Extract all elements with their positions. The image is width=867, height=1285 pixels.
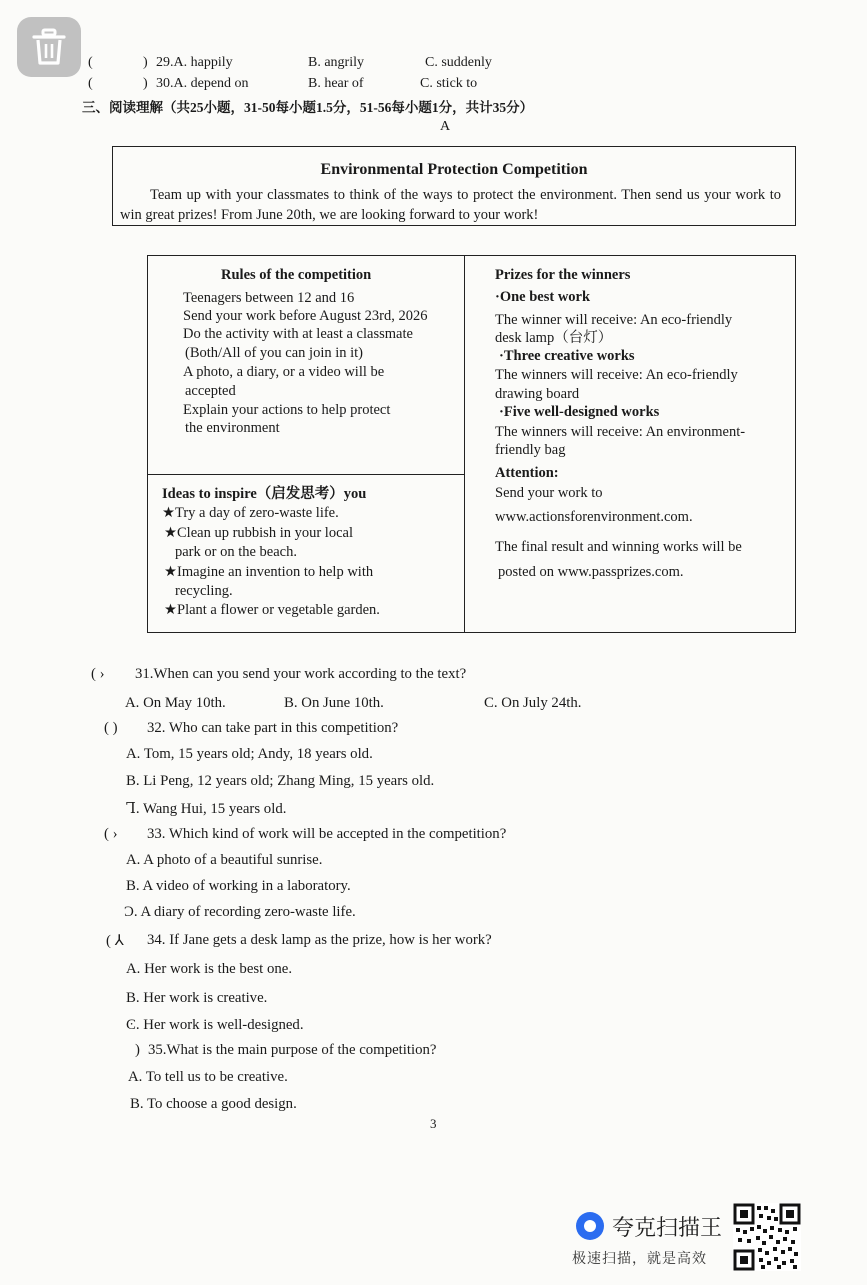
answer-paren-close: ) [143,55,148,70]
question-stem: 33. Which kind of work will be accepted in the competition? [147,826,507,842]
ideas-heading: Ideas to inspire（启发思考）you [162,486,367,502]
item-30-option-c: C. stick to [420,76,478,91]
announcement-title: Environmental Protection Competition [320,161,588,178]
idea-line: ★Clean up rubbish in your local [164,525,353,541]
scanner-slogan: 极速扫描，就是高效 [572,1251,707,1267]
attention-line: The final result and winning works will be [495,539,742,555]
rule-line: the environment [185,420,280,436]
scanner-app-name: 夸克扫描王 [612,1216,723,1241]
answer-mark: ( › [104,826,118,842]
question-option: A. A photo of a beautiful sunrise. [126,852,323,868]
prize-line: drawing board [495,386,580,402]
prize-line: The winners will receive: An environment- [495,424,746,440]
question-option: C. On July 24th. [484,695,582,711]
rule-line: accepted [185,383,236,399]
item-29-option-c: C. suddenly [425,55,492,70]
competition-table [147,255,796,633]
attention-line: Send your work to [495,485,603,501]
question-stem: 34. If Jane gets a desk lamp as the prize, how is her work? [147,932,492,948]
prize-category: ·Three creative works [499,348,635,364]
passage-letter: A [440,119,451,134]
attention-label: Attention: [495,465,559,481]
question-option: B. On June 10th. [284,695,384,711]
rule-line: (Both/All of you can join in it) [185,345,364,361]
question-stem: 31.When can you send your work according to the text? [135,666,467,682]
item-29-option-a: 29.A. happily [156,55,233,70]
rule-line: Explain your actions to help protect [183,402,391,418]
question-option: B. To choose a good design. [130,1096,297,1112]
qr-code-icon [733,1203,801,1271]
answer-paren-open: ( [88,55,93,70]
answer-mark: ( › [91,666,105,682]
section-heading: 三、阅读理解（共25小题，31-50每小题1.5分，51-56每小题1分，共计35分） [82,100,534,115]
rules-heading: Rules of the competition [221,267,372,283]
delete-button[interactable] [17,17,81,77]
announcement-box [112,146,796,226]
question-option: Ͼ. Her work is well-designed. [126,1017,304,1033]
question-option: B. Li Peng, 12 years old; Zhang Ming, 15 years old. [126,773,435,789]
trash-icon [31,28,67,66]
answer-mark: ( ) [104,720,118,736]
page-number: 3 [430,1116,437,1131]
prizes-heading: Prizes for the winners [495,267,631,283]
question-option: A. Her work is the best one. [126,961,293,977]
prize-category: ·Five well-designed works [499,404,660,420]
website-text: www.actionsforenvironment.com. [495,509,693,525]
rule-line: Do the activity with at least a classmate [183,326,413,342]
answer-paren-close: ) [143,76,148,91]
idea-line: park or on the beach. [175,544,297,560]
question-option: A. On May 10th. [125,695,226,711]
item-30-option-a: 30.A. depend on [156,76,249,91]
question-option: A. To tell us to be creative. [128,1069,288,1085]
item-30-option-b: B. hear of [308,76,364,91]
attention-line: posted on www.passprizes.com. [498,564,684,580]
item-29-option-b: B. angrily [308,55,364,70]
announcement-body: Team up with your classmates to think of the ways to protect the environment. Then send us your work to win great prizes! From June 20th, we are looking forward to your work! [120,187,781,223]
prize-category: ·One best work [495,289,591,305]
question-option: B. Her work is creative. [126,990,268,1006]
idea-line: recycling. [175,583,233,599]
quark-logo-icon [576,1212,604,1240]
idea-line: ★Plant a flower or vegetable garden. [164,602,380,618]
rule-line: A photo, a diary, or a video will be [183,364,385,380]
rule-line: Send your work before August 23rd, 2026 [183,308,428,324]
idea-line: ★Try a day of zero-waste life. [162,505,339,521]
table-divider [148,474,464,475]
prize-line: The winners will receive: An eco-friendly [495,367,738,383]
prize-line: The winner will receive: An eco-friendly [495,312,733,328]
question-stem: 32. Who can take part in this competition? [147,720,399,736]
question-option: A. Tom, 15 years old; Andy, 18 years old. [126,746,373,762]
answer-mark: ( ⅄ [106,933,124,949]
question-option: Ɔ. A diary of recording zero-waste life. [124,904,356,920]
question-stem: 35.What is the main purpose of the competition? [148,1042,437,1058]
answer-paren-open: ( [88,76,93,91]
table-divider [464,256,465,632]
question-option: B. A video of working in a laboratory. [126,878,351,894]
prize-line: desk lamp（台灯） [495,330,613,346]
rule-line: Teenagers between 12 and 16 [183,290,355,306]
question-option: Ꞁ. Wang Hui, 15 years old. [126,801,287,817]
idea-line: ★Imagine an invention to help with [164,564,374,580]
prize-line: friendly bag [495,442,566,458]
answer-mark: ) [135,1042,140,1058]
